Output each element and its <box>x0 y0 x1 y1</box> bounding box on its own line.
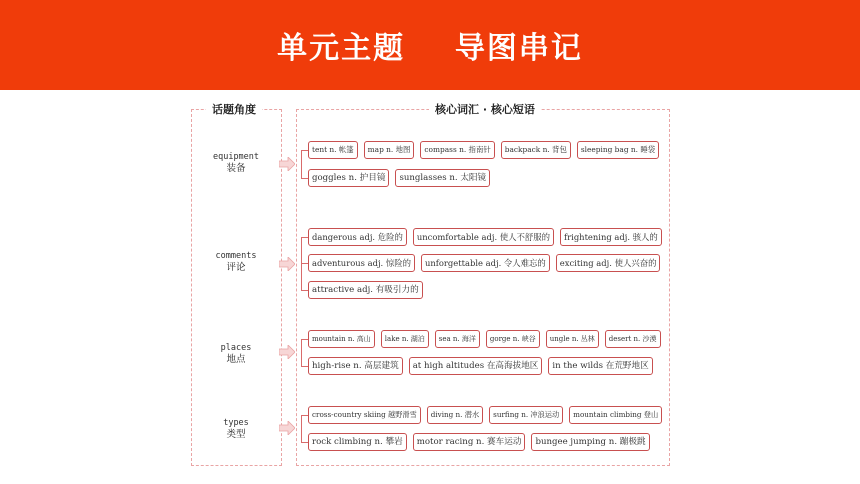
vocab-row <box>308 228 662 246</box>
vocab-item: mountain climbing 登山 <box>569 406 662 424</box>
vocab-item: uncomfortable adj. 使人不舒服的 <box>413 228 554 246</box>
arrow-right-icon <box>279 421 295 435</box>
vocab-item: mountain n. 高山 <box>308 330 375 348</box>
vocab-item: at high altitudes 在高海拔地区 <box>409 357 543 375</box>
connector-line <box>301 339 308 366</box>
arrow-right-icon <box>279 257 295 271</box>
category-equipment <box>192 151 280 175</box>
vocab-item: compass n. 指南针 <box>420 141 494 159</box>
category-en: comments <box>215 251 257 261</box>
connector-line <box>301 339 308 340</box>
vocab-row <box>308 141 659 159</box>
connector-line <box>301 237 308 238</box>
vocab-row <box>308 357 653 375</box>
vocab-item: goggles n. 护目镜 <box>308 169 389 187</box>
vocab-item: diving n. 潜水 <box>427 406 483 424</box>
connector-line <box>301 263 308 264</box>
vocab-item: rock climbing n. 攀岩 <box>308 433 407 451</box>
vocab-item: bungee jumping n. 蹦极跳 <box>531 433 649 451</box>
category-types <box>192 417 280 441</box>
vocab-item: in the wilds 在荒野地区 <box>548 357 652 375</box>
vocab-row <box>308 169 490 187</box>
arrow-right-icon <box>279 345 295 359</box>
connector-line <box>301 150 308 151</box>
category-comments <box>192 250 280 274</box>
vocab-item: exciting adj. 使人兴奋的 <box>556 254 661 272</box>
connector-line <box>301 366 308 367</box>
vocab-item: frightening adj. 骇人的 <box>560 228 662 246</box>
vocab-item: attractive adj. 有吸引力的 <box>308 281 423 299</box>
category-zh: 地点 <box>226 354 246 365</box>
vocabulary-heading: 核心词汇 · 核心短语 <box>429 101 541 117</box>
vocab-item: adventurous adj. 惊险的 <box>308 254 415 272</box>
connector-line <box>301 415 308 416</box>
connector-line <box>301 150 308 178</box>
vocab-item: unforgettable adj. 令人难忘的 <box>421 254 550 272</box>
vocab-item: cross-country skiing 越野滑雪 <box>308 406 421 424</box>
category-en: places <box>220 343 252 353</box>
vocab-item: high-rise n. 高层建筑 <box>308 357 403 375</box>
vocab-item: motor racing n. 赛车运动 <box>413 433 526 451</box>
vocab-item: backpack n. 背包 <box>501 141 571 159</box>
vocab-row <box>308 330 661 348</box>
vocab-item: surfing n. 冲浪运动 <box>489 406 563 424</box>
topic-angle-heading: 话题角度 <box>206 101 262 117</box>
vocab-row <box>308 433 650 451</box>
connector-line <box>301 442 308 443</box>
vocab-item: sea n. 海洋 <box>435 330 480 348</box>
vocab-item: sleeping bag n. 睡袋 <box>577 141 659 159</box>
vocab-item: map n. 地图 <box>364 141 415 159</box>
vocab-item: dangerous adj. 危险的 <box>308 228 407 246</box>
category-places <box>192 342 280 366</box>
category-zh: 评论 <box>226 262 246 273</box>
category-en: types <box>223 418 249 428</box>
vocab-row <box>308 406 662 424</box>
connector-line <box>301 290 308 291</box>
category-en: equipment <box>212 152 260 162</box>
page-title: 单元主题 导图串记 <box>277 31 583 66</box>
vocab-item: desert n. 沙漠 <box>605 330 661 348</box>
category-zh: 类型 <box>226 429 246 440</box>
vocab-item: sunglasses n. 太阳镜 <box>395 169 490 187</box>
vocab-item: ungle n. 丛林 <box>546 330 599 348</box>
connector-line <box>301 415 308 442</box>
connector-line <box>301 178 308 179</box>
vocab-item: tent n. 帐篷 <box>308 141 358 159</box>
vocab-item: lake n. 湖泊 <box>381 330 429 348</box>
header-banner <box>0 0 860 90</box>
vocab-row <box>308 281 423 299</box>
vocab-item: gorge n. 峡谷 <box>486 330 540 348</box>
arrow-right-icon <box>279 157 295 171</box>
vocab-row <box>308 254 660 272</box>
category-zh: 装备 <box>226 163 246 174</box>
